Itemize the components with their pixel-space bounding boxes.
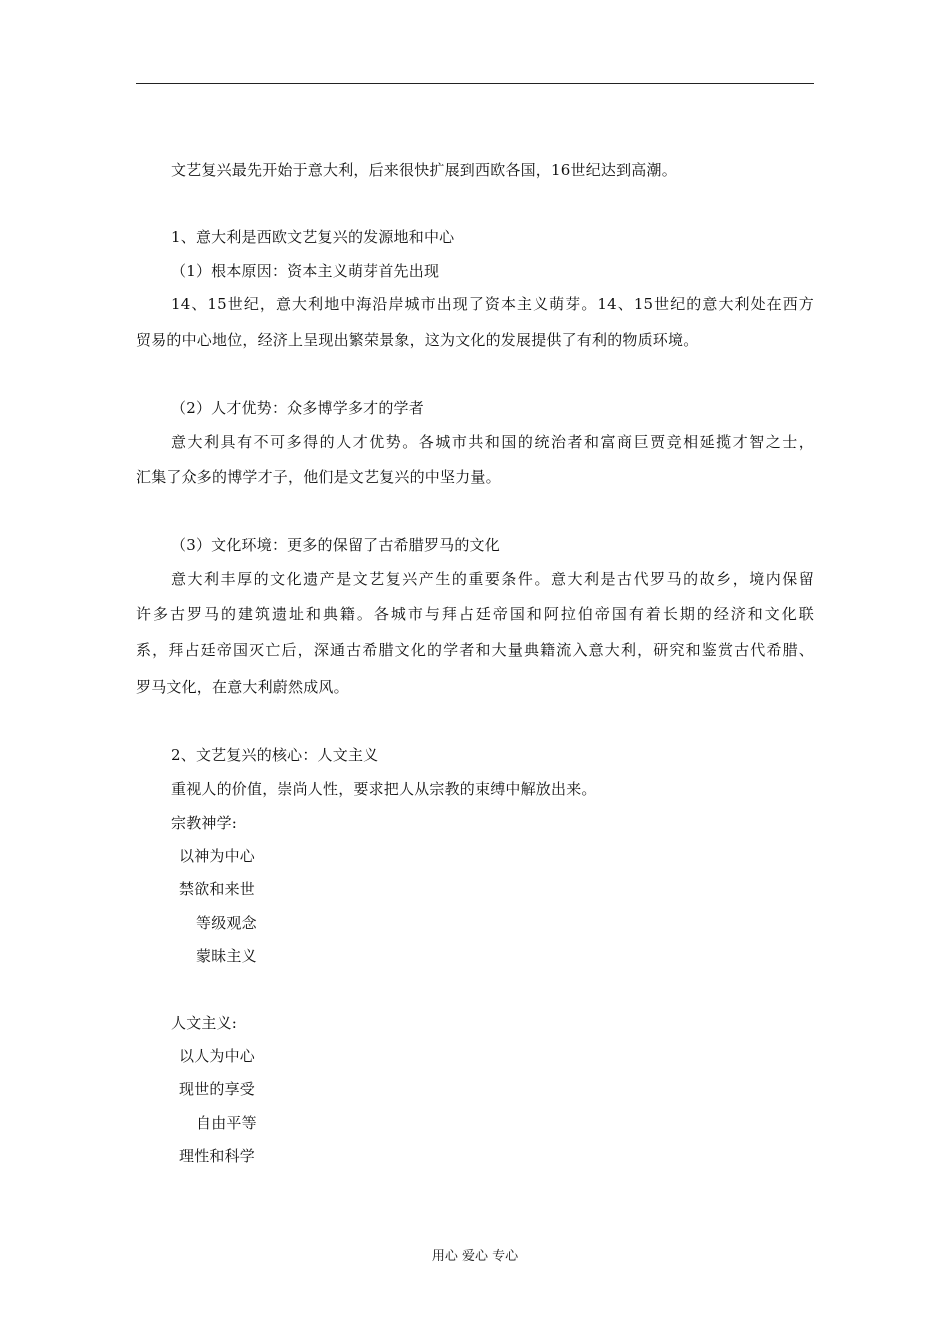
theology-item: 禁欲和来世 [179,880,256,898]
header-rule [136,83,814,84]
intro-text: 文艺复兴最先开始于意大利，后来很快扩展到西欧各国，16世纪达到高潮。 [171,161,677,179]
reason2-line-2: 汇集了众多的博学才子，他们是文艺复兴的中坚力量。 [136,468,501,486]
reason3-line-2: 许多古罗马的建筑遗址和典籍。各城市与拜占廷帝国和阿拉伯帝国有着长期的经济和文化联 [136,605,814,623]
section2-heading: 2、文艺复兴的核心：人文主义 [171,746,379,764]
humanism-item: 现世的享受 [179,1080,256,1098]
theology-item: 等级观念 [196,914,257,932]
reason1-line-2: 贸易的中心地位，经济上呈现出繁荣景象，这为文化的发展提供了有利的物质环境。 [136,331,699,349]
humanism-item: 以人为中心 [179,1047,256,1065]
section2-summary: 重视人的价值，崇尚人性，要求把人从宗教的束缚中解放出来。 [171,780,597,798]
theology-item: 以神为中心 [179,847,256,865]
reason3-line-3: 系，拜占廷帝国灭亡后，深通古希腊文化的学者和大量典籍流入意大利，研究和鉴赏古代希腊、 [136,641,814,659]
humanism-label: 人文主义: [171,1014,238,1032]
reason2-line-1: 意大利具有不可多得的人才优势。各城市共和国的统治者和富商巨贾竞相延揽才智之士， [171,433,814,451]
reason1-line-1: 14、15世纪，意大利地中海沿岸城市出现了资本主义萌芽。14、15世纪的意大利处在西方 [171,295,814,313]
theology-item: 蒙昧主义 [196,947,257,965]
reason3-heading: （3）文化环境：更多的保留了古希腊罗马的文化 [171,536,500,554]
page-footer: 用心 爱心 专心 [431,1249,519,1264]
reason2-heading: （2）人才优势：众多博学多才的学者 [171,399,424,417]
humanism-item: 自由平等 [196,1114,257,1132]
reason3-line-1: 意大利丰厚的文化遗产是文艺复兴产生的重要条件。意大利是古代罗马的故乡，境内保留 [171,570,814,588]
section1-heading: 1、意大利是西欧文艺复兴的发源地和中心 [171,228,455,246]
humanism-item: 理性和科学 [179,1147,256,1165]
reason1-heading: （1）根本原因：资本主义萌芽首先出现 [171,262,440,280]
reason3-line-4: 罗马文化，在意大利蔚然成风。 [136,678,349,696]
theology-label: 宗教神学: [171,814,238,832]
